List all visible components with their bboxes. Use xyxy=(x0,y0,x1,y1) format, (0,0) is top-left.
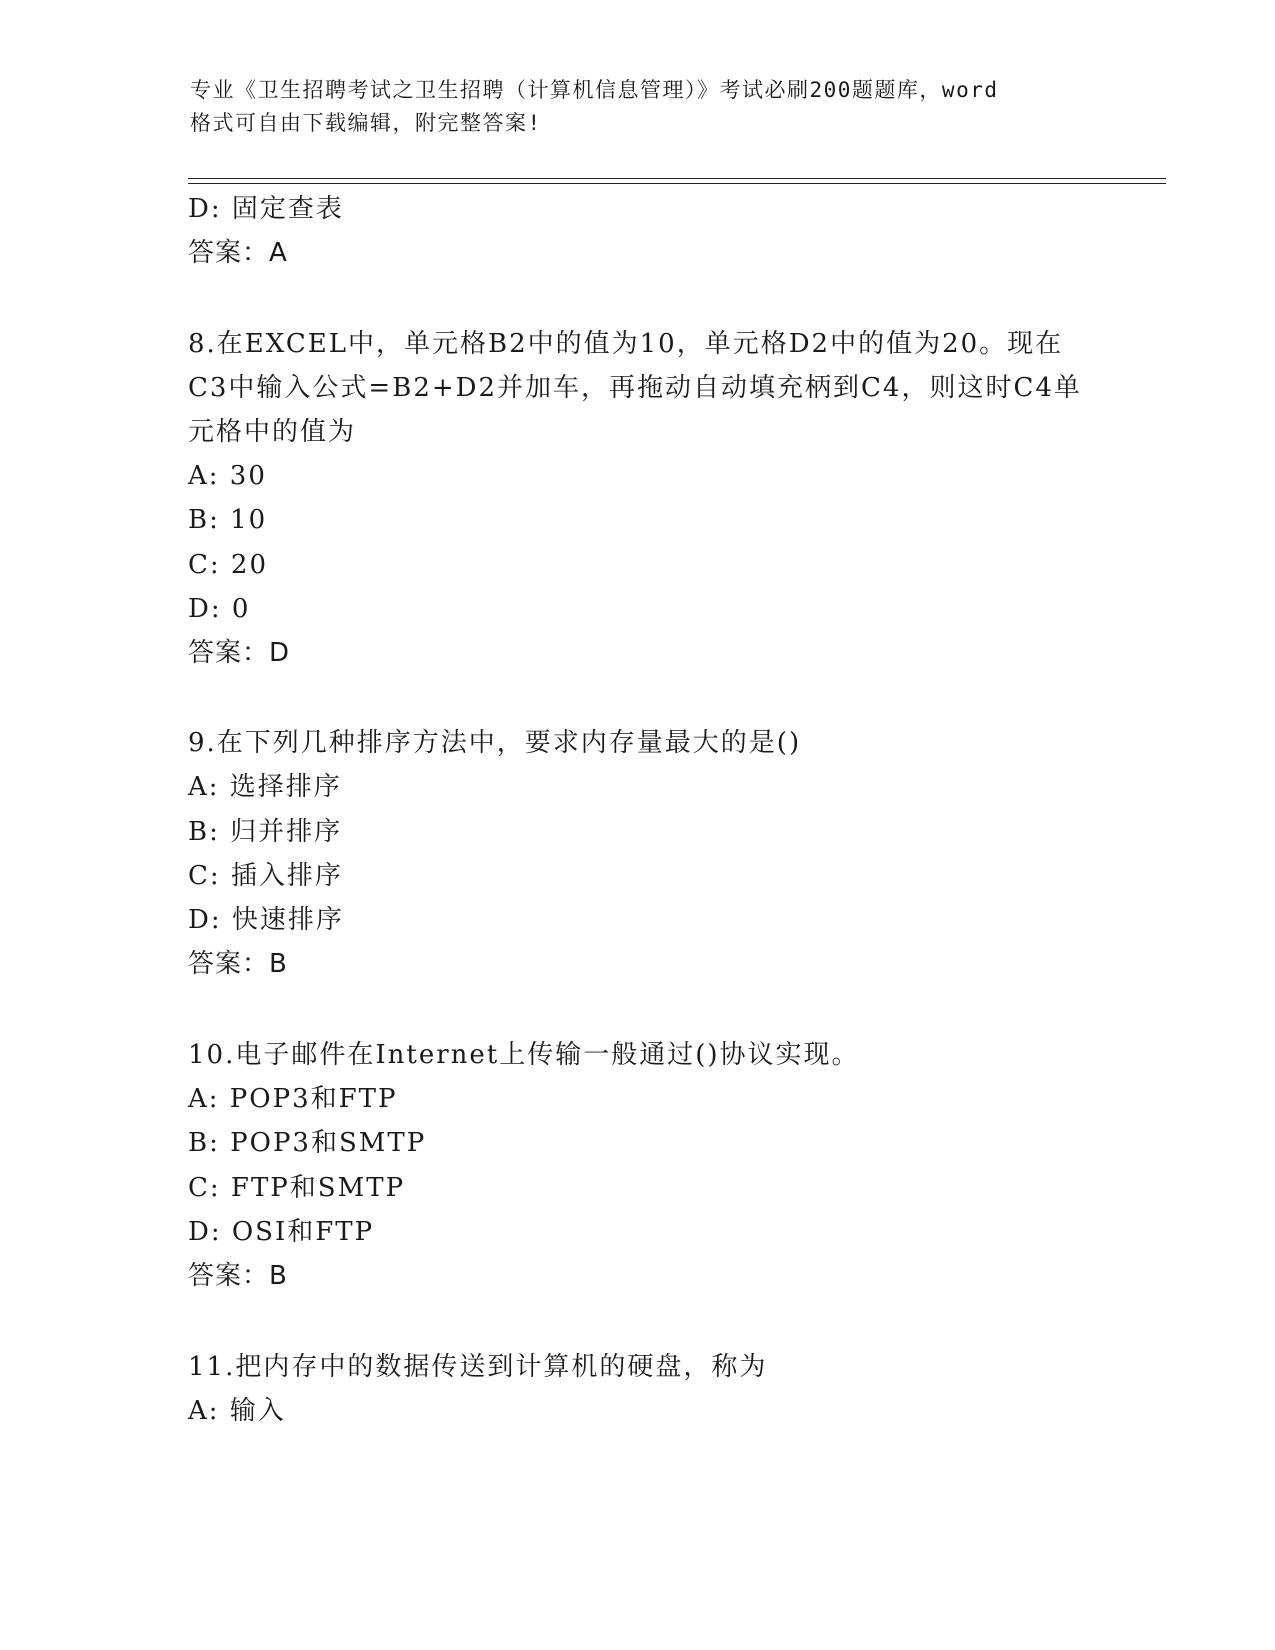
q8-answer: 答案：D xyxy=(188,638,291,668)
q8-stem-line-1: 8.在EXCEL中，单元格B2中的值为10，单元格D2中的值为20。现在 xyxy=(188,329,1064,359)
q10-option-b: B: POP3和SMTP xyxy=(188,1128,427,1158)
header-divider-bottom xyxy=(188,183,1166,184)
q8-option-b: B: 10 xyxy=(188,505,268,535)
q10-option-a: A: POP3和FTP xyxy=(188,1084,398,1114)
q10-option-d: D: OSI和FTP xyxy=(188,1217,375,1247)
q9-option-b: B: 归并排序 xyxy=(188,817,343,847)
q8-stem-line-3: 元格中的值为 xyxy=(188,417,357,447)
q9-option-c: C: 插入排序 xyxy=(188,861,343,891)
q8-option-a: A: 30 xyxy=(188,461,267,491)
q11-stem: 11.把内存中的数据传送到计算机的硬盘，称为 xyxy=(188,1352,768,1382)
header-line-1: 专业《卫生招聘考试之卫生招聘（计算机信息管理）》考试必刷200题题库，word xyxy=(190,78,999,102)
q9-stem: 9.在下列几种排序方法中，要求内存量最大的是() xyxy=(188,728,802,758)
q10-option-c: C: FTP和SMTP xyxy=(188,1173,406,1203)
q8-option-d: D: 0 xyxy=(188,594,251,624)
q10-stem: 10.电子邮件在Internet上传输一般通过()协议实现。 xyxy=(188,1040,860,1070)
prev-option-d: D: 固定查表 xyxy=(188,194,344,224)
header-divider-top xyxy=(188,178,1166,179)
q11-option-a: A: 输入 xyxy=(188,1396,286,1426)
q9-option-d: D: 快速排序 xyxy=(188,905,344,935)
q9-option-a: A: 选择排序 xyxy=(188,772,342,802)
q8-stem-line-2: C3中输入公式=B2+D2并加车，再拖动自动填充柄到C4，则这时C4单 xyxy=(188,373,1082,403)
prev-answer: 答案：A xyxy=(188,238,288,268)
q10-answer: 答案：B xyxy=(188,1261,288,1291)
header-line-2: 格式可自由下载编辑，附完整答案! xyxy=(190,111,542,135)
q9-answer: 答案：B xyxy=(188,949,288,979)
document-header xyxy=(190,74,1090,140)
q8-option-c: C: 20 xyxy=(188,550,269,580)
